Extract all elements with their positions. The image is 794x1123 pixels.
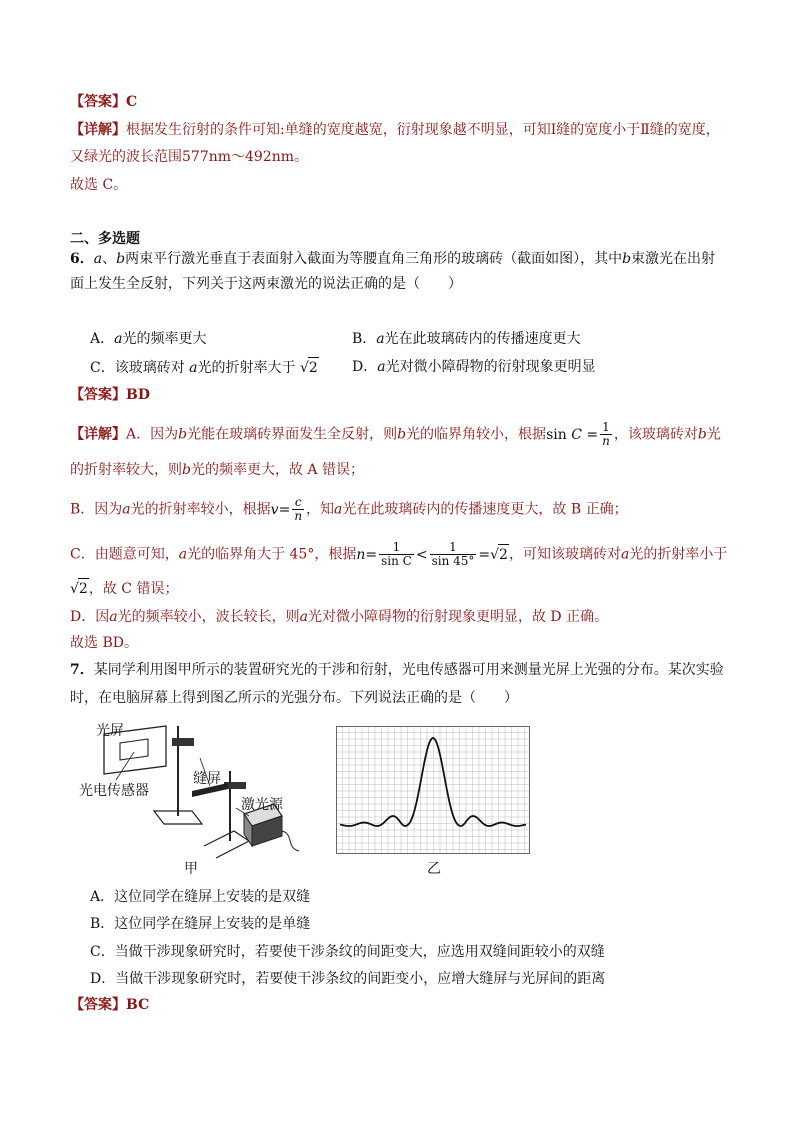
q6-option-a [90,329,206,349]
less-than: < [415,546,428,563]
q5-detail-text1: 根据发生衍射的条件可知:单缝的宽度越宽，衍射现象越不明显，可知Ⅰ缝的宽度小于Ⅱ缝的宽度， [126,122,720,138]
q5-answer-line [70,92,137,112]
sqrt-radicand: 2 [308,357,319,378]
fraction [430,541,477,568]
detail-text: 的折射率较大，则 [70,462,182,478]
fraction-numerator: 1 [379,541,414,555]
var-a: a [122,501,131,518]
var-b: b [622,251,632,267]
var-a: a [620,546,630,563]
detail-text: 光 [706,426,721,443]
q7-stem-text: 某同学利用图甲所示的装置研究光的干涉和衍射，光电传感器可用来测量光屏上光强的分布。某次实验 [93,662,724,678]
var-a: a [93,251,103,267]
sin-fn: sin [546,426,567,443]
option-label: D． [352,359,378,375]
detail-text: C．由题意可知， [70,546,179,563]
detail-tag: 【详解】 [70,122,126,138]
var-a: a [377,359,386,375]
fraction-numerator: 1 [600,421,612,435]
q7-stem-line2: 时，在电脑屏幕上得到图乙所示的光强分布。下列说法正确的是（ ） [70,690,518,706]
q7-answer-line [70,995,149,1015]
q6-detail-c-line2 [70,578,178,599]
q5-detail-line1 [70,120,720,140]
detail-text: 光的频率较小，波长较长，则 [117,609,300,625]
detail-text: D．因 [70,609,110,625]
answer-tag: 【答案】 [70,997,126,1013]
q6-stem-line1 [70,249,715,269]
option-label: C． [90,360,115,376]
answer-value: BD [126,387,150,403]
detail-text: 光的频率更大，故 A 错误； [190,462,364,478]
q7-number: 7． [70,662,94,678]
formula-sinC [546,420,614,448]
detail-tag: 【详解】 [70,426,126,443]
option-text: 光的折射率大于 [197,360,300,376]
answer-tag: 【答案】 [70,387,126,403]
answer-value: BC [126,997,150,1013]
detail-text: ，故 C 错误； [88,581,179,597]
q7-option-c: C．当做干涉现象研究时，若要使干涉条纹的间距变大，应选用双缝间距较小的双缝 [90,944,605,960]
formula-v [270,495,306,523]
var-a: a [334,501,343,518]
var-a: a [178,546,188,563]
q6-option-c: C．该玻璃砖对 a光的折射率大于 √2 [90,357,319,378]
q6-option-d [352,357,596,377]
q6-stem-sep: 、 [102,251,117,267]
q7-option-b: B．这位同学在缝屏上安装的是单缝 [90,916,311,932]
formula-sqrt2: √2 [70,581,89,597]
q6-conclusion: 故选 BD。 [70,635,138,651]
q6-stem-line2: 面上发生全反射，下列关于这两束激光的说法正确的是（ ） [70,276,462,292]
q6-detail-d [70,607,608,627]
detail-text: ，知 [306,501,335,518]
detail-text: A．因为 [126,426,179,443]
answer-tag: 【答案】 [70,94,126,110]
var-b: b [697,426,707,443]
var-b: b [397,426,407,443]
laser-cable [282,831,299,851]
q7-stem-line1 [70,660,724,680]
caption-left: 甲 [184,861,198,877]
fraction-numerator: 1 [430,541,477,555]
screen-clamp [172,738,194,746]
caption-right: 乙 [427,861,441,877]
equals: = [278,501,291,518]
q6-option-b [352,329,581,349]
option-label: B． [352,331,377,347]
q5-detail-line2: 又绿光的波长范围577nm～492nm。 [70,149,309,165]
q6-detail-b [70,496,628,523]
q6-detail-a-line1 [70,421,721,448]
detail-text: 光的折射率较小，根据 [130,501,271,518]
fraction-denominator: n [602,434,610,448]
detail-text: ，该玻璃砖对 [613,426,698,443]
label-laser: 激光源 [241,797,283,813]
detail-text: 光能在玻璃砖界面发生全反射，则 [187,426,398,443]
fraction-denominator: sin C [381,554,412,568]
var-b: b [116,251,126,267]
fraction [600,421,612,448]
detail-text: 光对微小障碍物的衍射现象更明显，故 D 正确。 [307,609,609,625]
q6-detail-a-line2 [70,460,364,480]
q7-option-a: A．这位同学在缝屏上安装的是双缝 [90,889,311,905]
formula-n: n= $\frac{1}{\text{sin C}}$ < $\frac{1}{\sin 45^\circ}$ =√2 [356,540,508,568]
option-text: 光的频率更大 [122,331,207,347]
sensor-window [120,739,148,760]
var-a: a [299,609,308,625]
q7-option-d: D．当做干涉现象研究时，若要使干涉条纹的间距变小，应增大缝屏与光屏间的距离 [90,971,606,987]
q5-conclusion: 故选 C。 [70,177,128,193]
detail-text: 光在此玻璃砖内的传播速度更大，故 B 正确； [342,501,628,518]
fraction [292,496,304,523]
section-title: 二、多选题 [70,231,140,247]
option-text-pre: 该玻璃砖对 [114,360,190,376]
option-text: 光对微小障碍物的衍射现象更明显 [385,359,596,375]
detail-text: 光的临界角大于 45°，根据 [187,546,357,563]
intensity-curve [340,738,526,826]
answer-value: C [126,94,138,110]
q6-answer-line [70,385,150,405]
detail-text: B．因为 [70,501,123,518]
figure-intensity-graph [336,726,530,854]
var-n: n [356,546,366,563]
fraction [379,541,414,568]
var-a: a [189,360,198,376]
label-sensor: 光电传感器 [79,783,149,799]
detail-text: ，可知该玻璃砖对 [508,546,621,563]
detail-text: 光的折射率小于 [629,546,728,563]
option-label: A． [90,331,115,347]
equals: = [478,546,491,563]
fraction-numerator: c [292,496,304,510]
var-C: C [571,426,582,443]
q6-number: 6． [70,251,94,267]
equals: = [365,546,378,563]
var-b: b [178,426,188,443]
fraction-denominator: n [294,509,303,523]
sqrt-radicand: 2 [78,578,89,599]
sqrt-radicand: 2 [498,544,509,565]
var-b: b [182,462,191,478]
label-screen: 光屏 [96,723,124,739]
var-a: a [376,331,385,347]
graph-grid [336,726,530,854]
q6-stem-text-end: 束激光在出射 [631,251,716,267]
label-slit: 缝屏 [193,771,221,787]
detail-text: 光的临界角较小，根据 [406,426,547,443]
var-a: a [109,609,118,625]
q6-detail-c-line1 [70,541,727,568]
option-text: 光在此玻璃砖内的传播速度更大 [384,331,581,347]
equals: = [586,426,599,443]
q6-stem-text: 两束平行激光垂直于表面射入截面为等腰直角三角形的玻璃砖（截面如图），其中 [125,251,623,267]
sensor-pointer [116,752,134,780]
var-a: a [114,331,123,347]
var-v: v [270,501,279,518]
base-rail [204,831,249,858]
fraction-denominator: sin 45° [431,554,475,568]
